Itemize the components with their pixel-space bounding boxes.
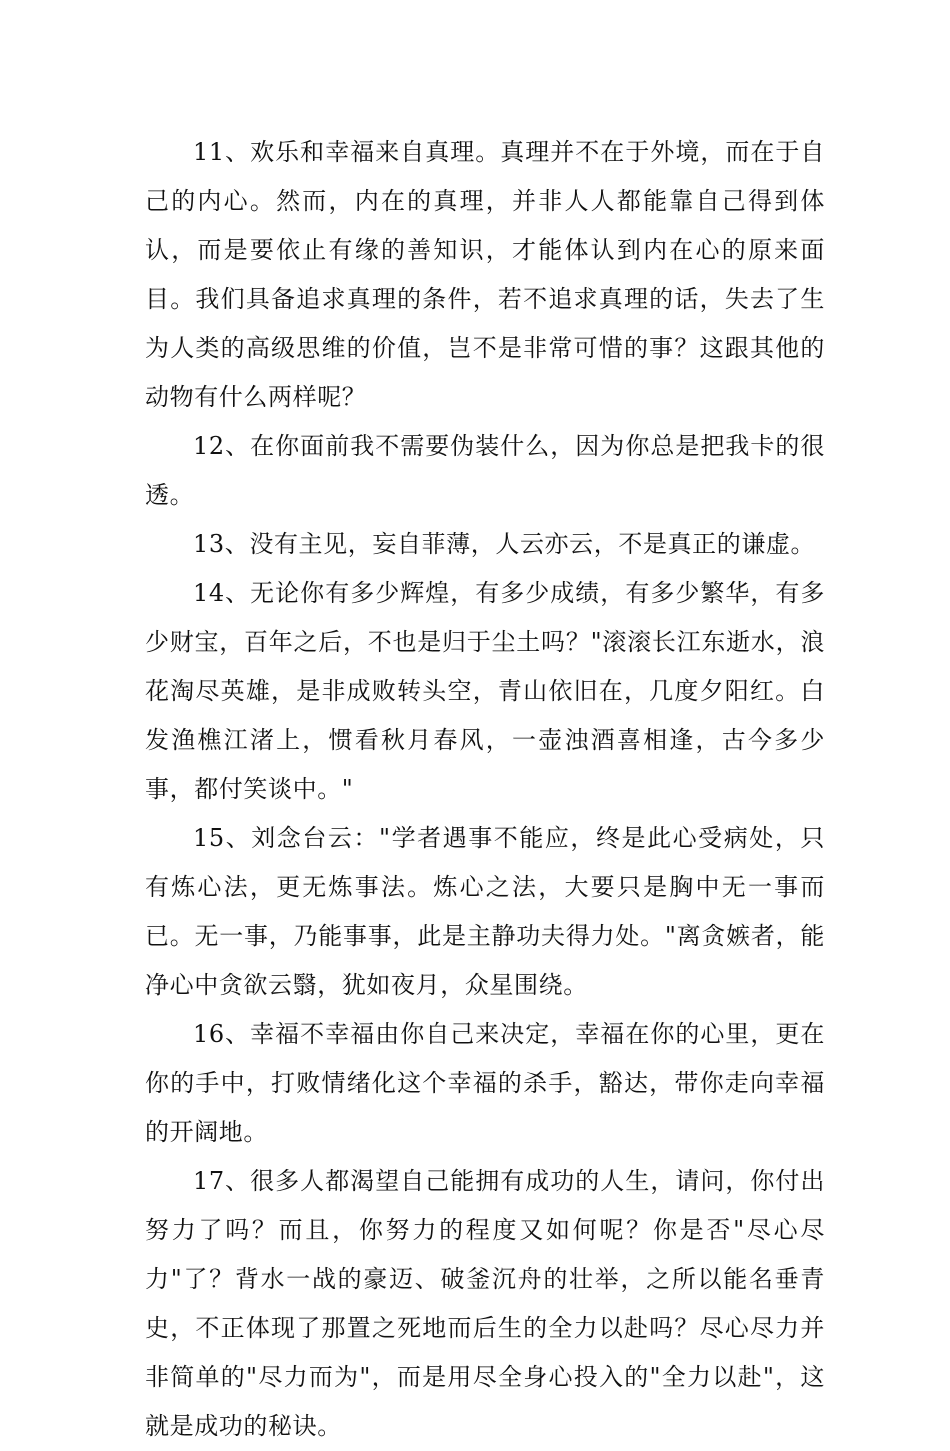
paragraph-14: 14、无论你有多少辉煌，有多少成绩，有多少繁华，有多少财宝，百年之后，不也是归于尘土吗？"滚滚长江东逝水，浪花淘尽英雄，是非成败转头空，青山依旧在，几度夕阳红。白发渔樵江渚上，惯看秋月春风，一壶浊酒喜相逢，古今多少事，都付笑谈中。" [145,579,825,803]
paragraph-16: 16、幸福不幸福由你自己来决定，幸福在你的心里，更在你的手中，打败情绪化这个幸福的杀手，豁达，带你走向幸福的开阔地。 [145,1020,825,1146]
paragraph-12: 12、在你面前我不需要伪装什么，因为你总是把我卡的很透。 [145,432,825,509]
paragraph-13: 13、没有主见，妄自菲薄，人云亦云，不是真正的谦虚。 [193,530,816,558]
paragraph-17: 17、很多人都渴望自己能拥有成功的人生，请问，你付出努力了吗？而且，你努力的程度又如何呢？你是否"尽心尽力"了？背水一战的豪迈、破釜沉舟的壮举，之所以能名垂青史，不正体现了那置之死地而后生的全力以赴吗？尽心尽力并非简单的"尽力而为"，而是用尽全身心投入的"全力以赴"，这就是成功的秘诀。 [145,1167,825,1440]
paragraph-15: 15、刘念台云："学者遇事不能应，终是此心受病处，只有炼心法，更无炼事法。炼心之法，大要只是胸中无一事而已。无一事，乃能事事，此是主静功夫得力处。"离贪嫉者，能净心中贪欲云翳，犹如夜月，众星围绕。 [145,824,825,999]
paragraph-11: 11、欢乐和幸福来自真理。真理并不在于外境，而在于自己的内心。然而，内在的真理，并非人人都能靠自己得到体认，而是要依止有缘的善知识，才能体认到内在心的原来面目。我们具备追求真理的条件，若不追求真理的话，失去了生为人类的高级思维的价值，岂不是非常可惜的事？这跟其他的动物有什么两样呢？ [145,138,825,411]
document-body [145,128,825,1451]
